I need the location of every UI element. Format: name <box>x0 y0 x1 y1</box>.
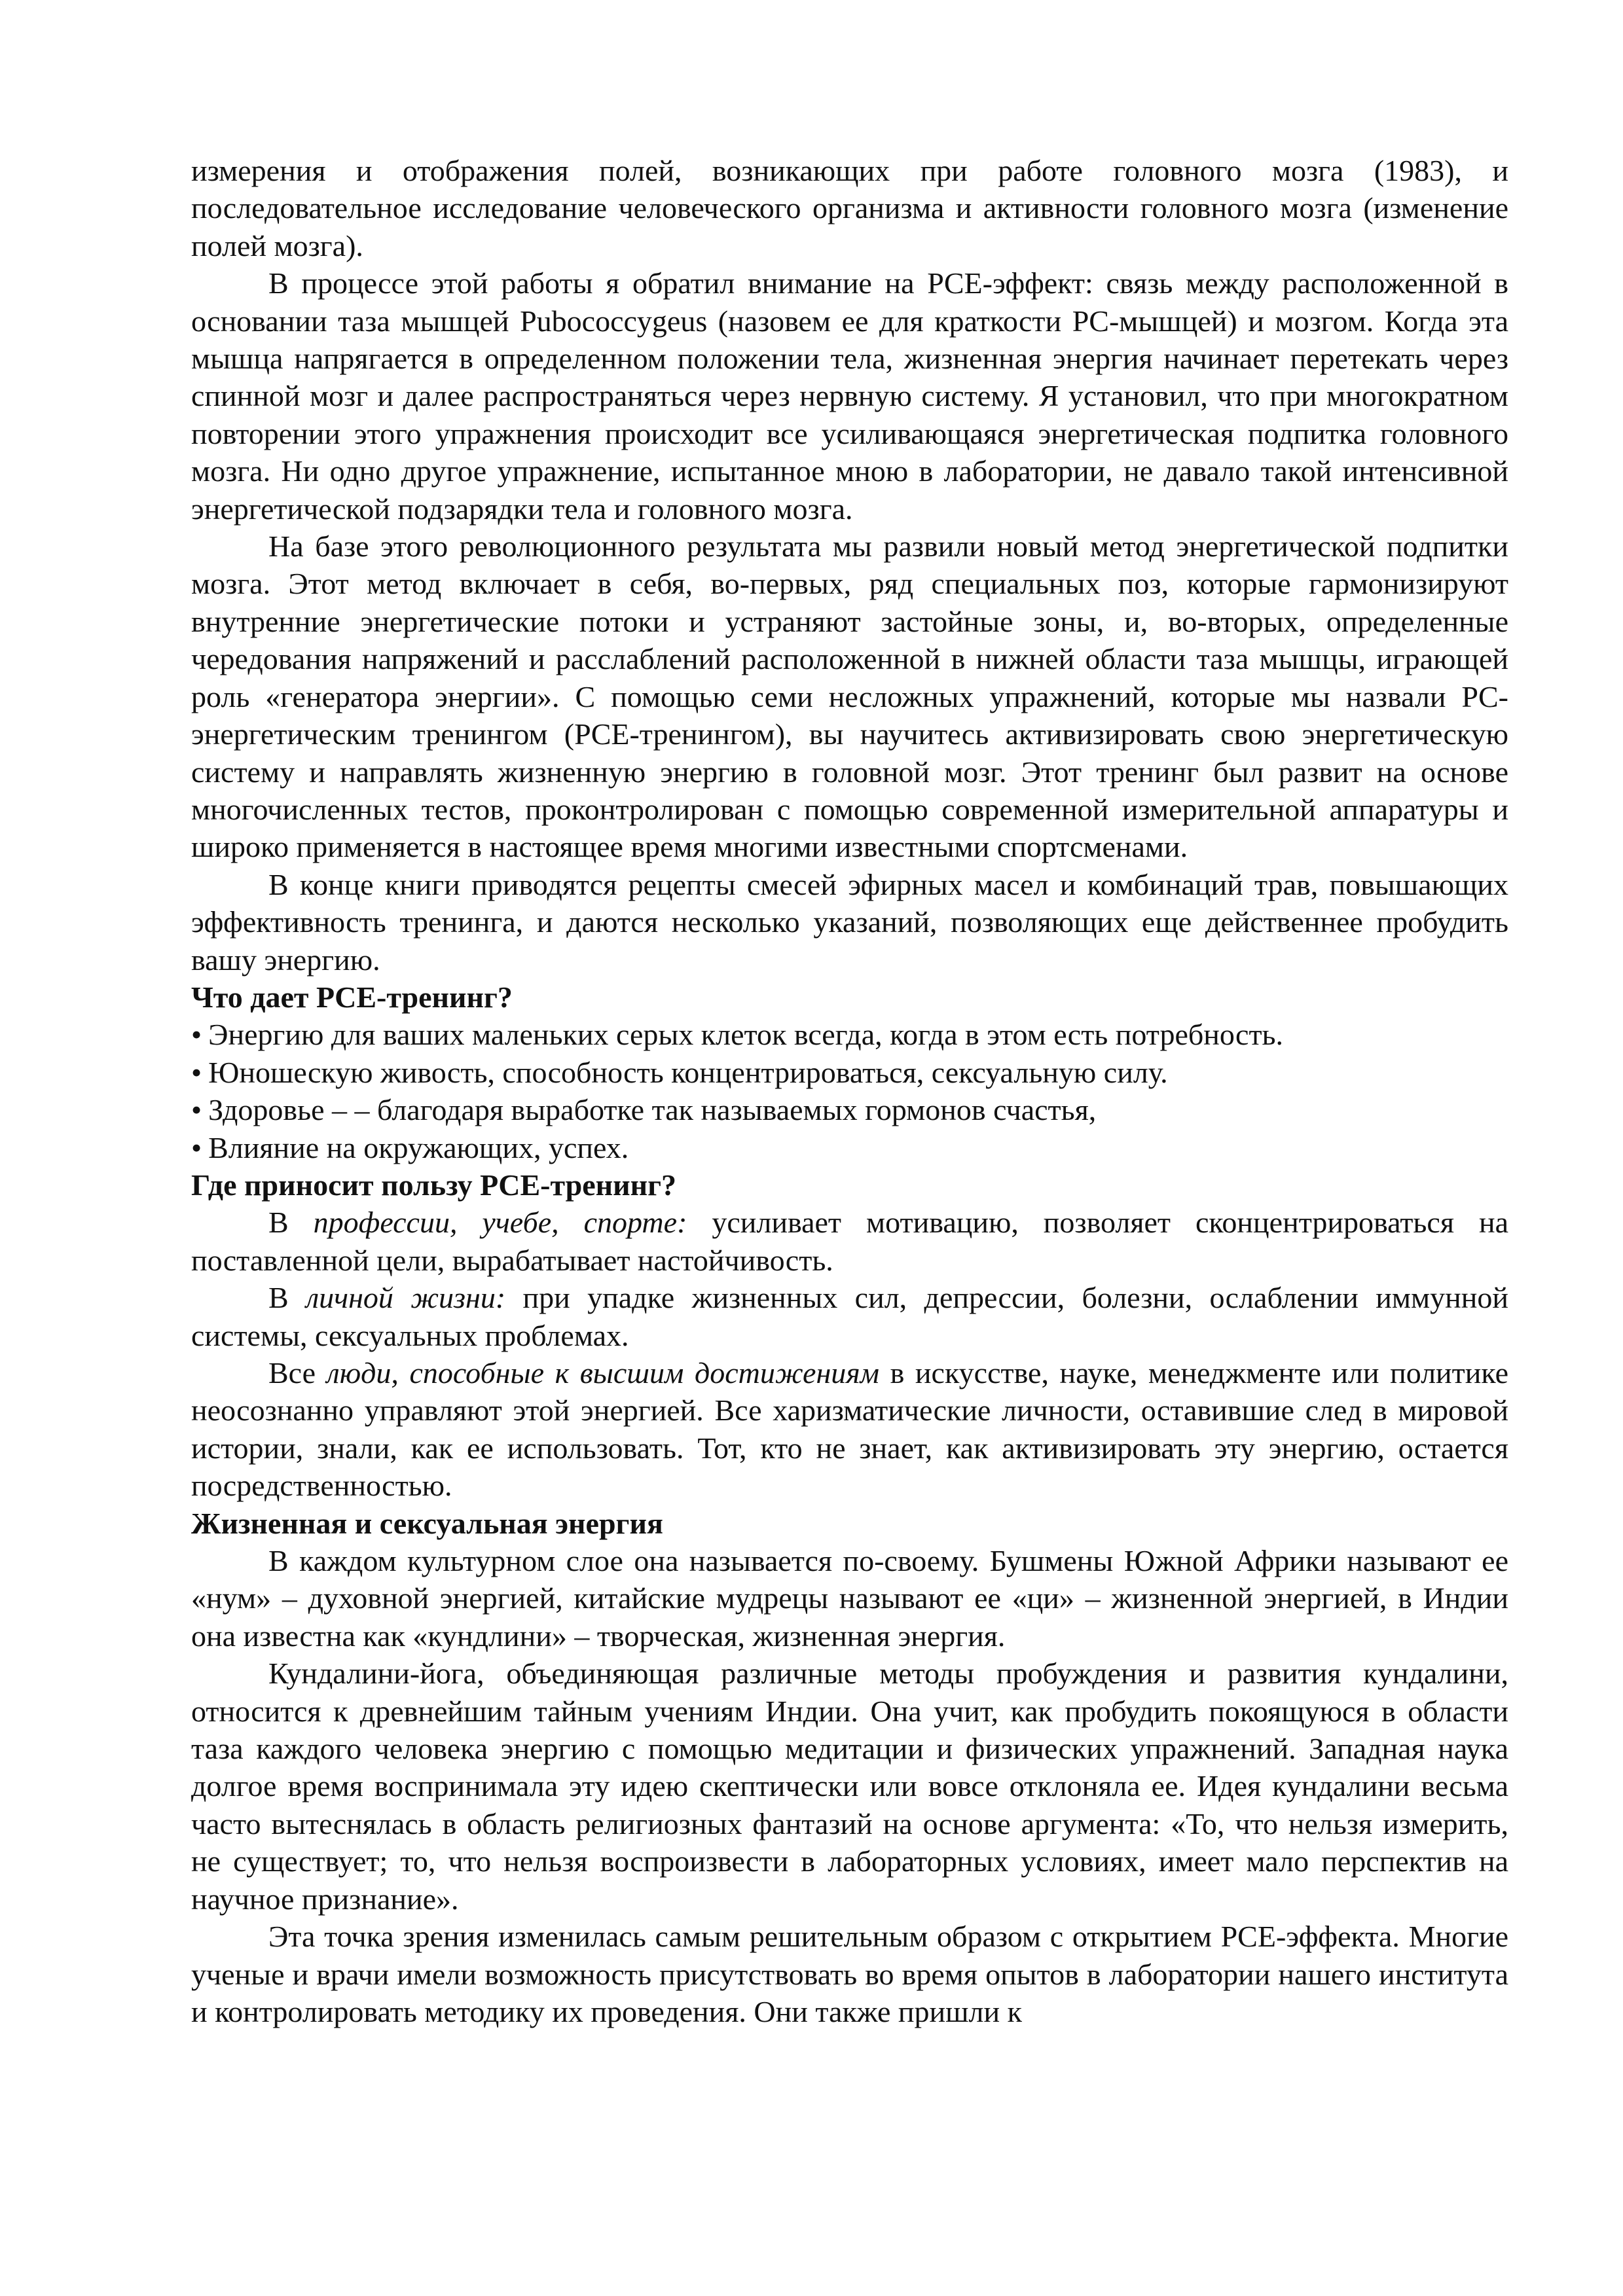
paragraph-5-rest: усиливает мотивацию, позволяет сконцентрироваться на поставленной цели, вырабатывает настойчивость. <box>191 1206 1508 1277</box>
paragraph-5-lead: В <box>268 1206 314 1240</box>
bullet-icon: • <box>191 1130 202 1164</box>
paragraph-5-italic: профессии, учебе, спорте: <box>313 1206 687 1240</box>
paragraph-7-italic: люди, способные к высшим достижениям <box>326 1356 880 1390</box>
paragraph-4: В конце книги приводятся рецепты смесей эфирных масел и комбинаций трав, повышающих эффективность тренинга, и даются несколько указаний, позволяющих еще действеннее пробудить вашу энергию. <box>191 867 1508 977</box>
heading-what-training-gives: Что дает PCE-тренинг? <box>191 980 513 1014</box>
paragraph-6-lead: В <box>268 1281 306 1315</box>
bullet-item-1 <box>191 1016 1508 1053</box>
paragraph-7-lead: Все <box>268 1356 327 1390</box>
paragraph-6 <box>191 1279 1508 1354</box>
bullet-icon: • <box>191 1093 202 1127</box>
bullet-item-2 <box>191 1054 1508 1091</box>
paragraph-6-italic: личной жизни: <box>306 1281 506 1315</box>
heading-where-training-helps: Где приносит пользу PCE-тренинг? <box>191 1168 677 1202</box>
paragraph-9: Кундалини-йога, объединяющая различные методы пробуждения и развития кундалини, относится к древнейшим тайным учениям Индии. Она учит, как пробудить покоящуюся в области таза каждого человека энергию с помощью медитации и физических упражнений. Западная наука долгое время воспринимала эту идею скептически или вовсе отклоняла ее. Идея кундалини весьма часто вытеснялась в область религиозных фантазий на основе аргумента: «То, что нельзя измерить, не существует; то, что нельзя воспроизвести в лабораторных условиях, имеет мало перспектив на научное признание». <box>191 1657 1508 1916</box>
paragraph-8: В каждом культурном слое она называется по-своему. Бушмены Южной Африки называют ее «нум» – духовной энергией, китайские мудрецы называют ее «ци» – жизненной энергией, в Индии она известна как «кундлини» – творческая, жизненная энергия. <box>191 1544 1508 1653</box>
paragraph-6-rest: при упадке жизненных сил, депрессии, болезни, ослаблении иммунной системы, сексуальных проблемах. <box>191 1281 1508 1352</box>
bullet-text: Влияние на окружающих, успех. <box>208 1130 629 1164</box>
bullet-icon: • <box>191 1018 202 1052</box>
bullet-text: Здоровье – – благодаря выработке так называемых гормонов счастья, <box>208 1093 1097 1127</box>
bullet-text: Юношескую живость, способность концентрироваться, сексуальную силу. <box>208 1055 1168 1089</box>
paragraph-10: Эта точка зрения изменилась самым решительным образом с открытием PCE-эффекта. Многие ученые и врачи имели возможность присутствовать во время опытов в лаборатории нашего института и контролировать методику их проведения. Они также пришли к <box>191 1920 1508 2028</box>
paragraph-2: В процессе этой работы я обратил внимание на PCE-эффект: связь между расположенной в основании таза мышцей Pubococcygeus (назовем ее для краткости PC-мышцей) и мозгом. Когда эта мышца напрягается в определенном положении тела, жизненная энергия начинает перетекать через спинной мозг и далее распространяться через нервную систему. Я установил, что при многократном повторении этого упражнения происходит все усиливающаяся энергетическая подпитка головного мозга. Ни одно другое упражнение, испытанное мною в лаборатории, не давало такой интенсивной энергетической подзарядки тела и головного мозга. <box>191 266 1508 526</box>
bullet-item-4 <box>191 1129 1508 1166</box>
bullet-icon: • <box>191 1055 202 1089</box>
paragraph-1: измерения и отображения полей, возникающих при работе головного мозга (1983), и последовательное исследование человеческого организма и активности головного мозга (изменение полей мозга). <box>191 154 1508 262</box>
paragraph-7 <box>191 1354 1508 1505</box>
bullet-text: Энергию для ваших маленьких серых клеток всегда, когда в этом есть потребность. <box>208 1018 1284 1052</box>
paragraph-5 <box>191 1204 1508 1279</box>
document-page <box>191 152 1508 2030</box>
paragraph-3: На базе этого революционного результата мы развили новый метод энергетической подпитки мозга. Этот метод включает в себя, во-первых, ряд специальных поз, которые гармонизируют внутренние энергетические потоки и устраняют застойные зоны, и, во-вторых, определенные чередования напряжений и расслаблений расположенной в нижней области таза мышцы, играющей роль «генератора энергии». С помощью семи несложных упражнений, которые мы назвали PC-энергетическим тренингом (PCE-тренингом), вы научитесь активизировать свою энергетическую систему и направлять жизненную энергию в головной мозг. Этот тренинг был развит на основе многочисленных тестов, проконтролирован с помощью современной измерительной аппаратуры и широко применяется в настоящее время многими известными спортсменами. <box>191 529 1508 864</box>
bullet-item-3 <box>191 1091 1508 1128</box>
heading-vital-energy: Жизненная и сексуальная энергия <box>191 1506 663 1540</box>
paragraph-7-rest: в искусстве, науке, менеджменте или политике неосознанно управляют этой энергией. Все харизматические личности, оставившие след в мировой истории, знали, как ее использовать. Тот, кто не знает, как активизировать эту энергию, остается посредственностью. <box>191 1356 1508 1503</box>
